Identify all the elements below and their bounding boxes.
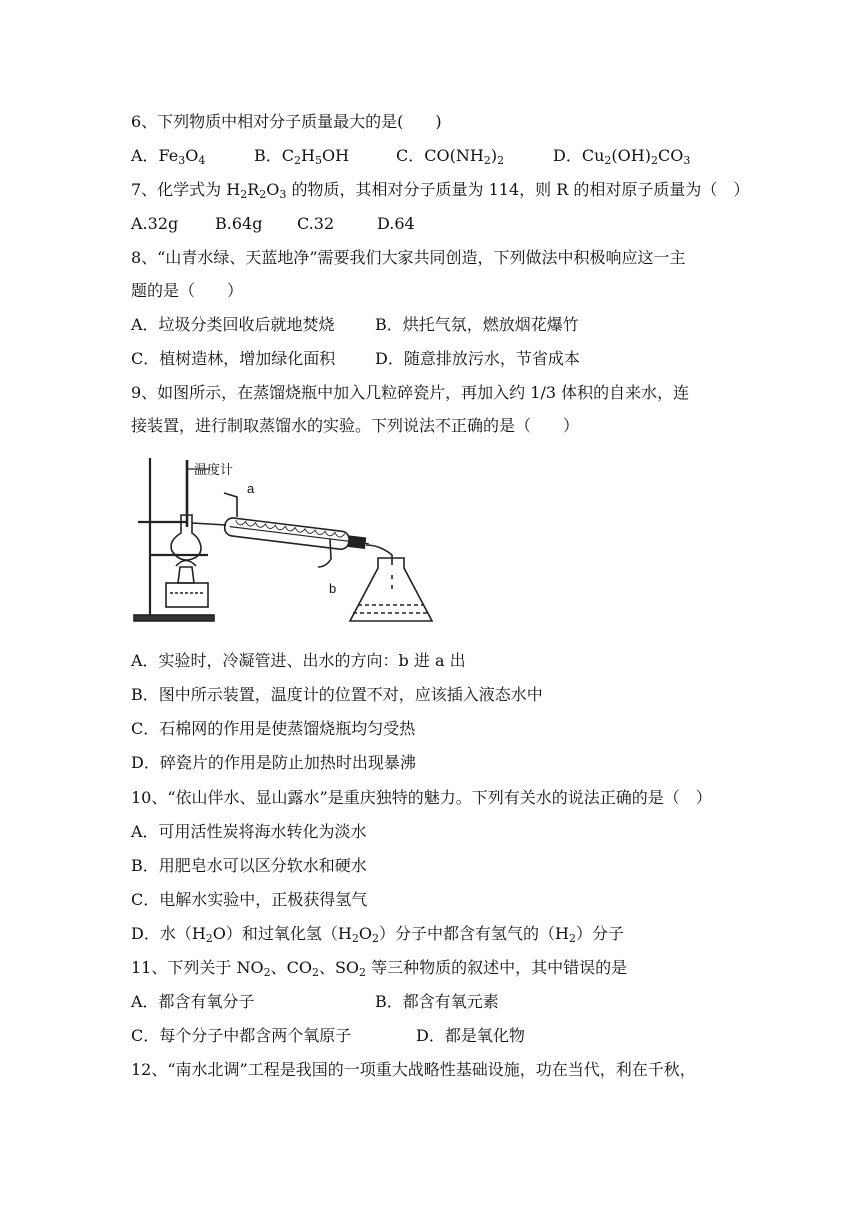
q9-option-b: B．图中所示装置，温度计的位置不对，应该插入液态水中 [131,685,543,704]
q11-option-d: D．都是氧化物 [416,1026,525,1045]
q7-option-c: C.32 [297,214,335,233]
q8-option-b: B．烘托气氛，燃放烟花爆竹 [375,315,579,334]
q10-option-d: D．水$(H_2O)$和过氧化氢$(H_2O_2)$分子中都含有氢气的$(H_2)$分子 [131,924,624,945]
q7-option-a: A.32g [131,214,179,233]
q6-option-a: A．$Fe_3O_4$ [131,146,206,167]
q10-option-c: C．电解水实验中，正极获得氢气 [131,890,368,909]
q10-option-a: A．可用活性炭将海水转化为淡水 [131,822,367,841]
q9-option-a: A．实验时，冷凝管进、出水的方向：b 进 a 出 [131,651,466,670]
q11-option-b: B．都含有氧元素 [375,992,499,1011]
q7-stem: 7、化学式为 $H_2R_2O_3$ 的物质，其相对分子质量为 114，则 R 的相对原子质量为（ ） [131,180,750,201]
q12-stem: 12、“南水北调”工程是我国的一项重大战略性基础设施，功在当代，利在千秋， [131,1060,696,1079]
q6-option-d: D．$Cu_2(OH)_2CO_3$ [553,146,691,167]
q6-option-c: C．$CO(NH_2)_2$ [396,146,505,167]
q8-option-a: A．垃圾分类回收后就地焚烧 [131,315,335,334]
q8-stem-line2: 题的是（ ） [131,281,244,300]
q7-option-b: B.64g [215,214,263,233]
q6-stem: 6、下列物质中相对分子质量最大的是( ) [131,112,442,131]
q10-stem: 10、“依山伴水、显山露水”是重庆独特的魅力。下列有关水的说法正确的是（ ） [131,788,712,807]
q9-option-c: C．石棉网的作用是使蒸馏烧瓶均匀受热 [131,719,416,738]
q10-option-b: B．用肥皂水可以区分软水和硬水 [131,856,367,875]
distillation-apparatus-figure [130,455,440,630]
q11-option-c: C．每个分子中都含两个氧原子 [131,1026,352,1045]
q7-option-d: D.64 [377,214,415,233]
outlet-label-b: b [329,581,337,596]
q6-option-b: B．$C_2H_5OH$ [254,146,350,167]
q9-stem-line1: 9、如图所示，在蒸馏烧瓶中加入几粒碎瓷片，再加入约 1/3 体积的自来水，连 [131,383,690,402]
q8-stem-line1: 8、“山青水绿、天蓝地净”需要我们大家共同创造，下列做法中积极响应这一主 [131,248,686,267]
thermometer-label: 温度计 [194,462,234,477]
inlet-label-a: a [247,481,255,496]
q9-option-d: D．碎瓷片的作用是防止加热时出现暴沸 [131,753,416,772]
q9-stem-line2: 接装置，进行制取蒸馏水的实验。下列说法不正确的是（ ） [131,416,580,435]
q11-option-a: A．都含有氧分子 [131,992,255,1011]
q8-option-d: D．随意排放污水，节省成本 [375,349,580,368]
q11-stem: 11、下列关于 $NO_2$、$CO_2$、$SO_2$ 等三种物质的叙述中，其中错误的是 [131,958,628,979]
q8-option-c: C．植树造林，增加绿化面积 [131,349,336,368]
